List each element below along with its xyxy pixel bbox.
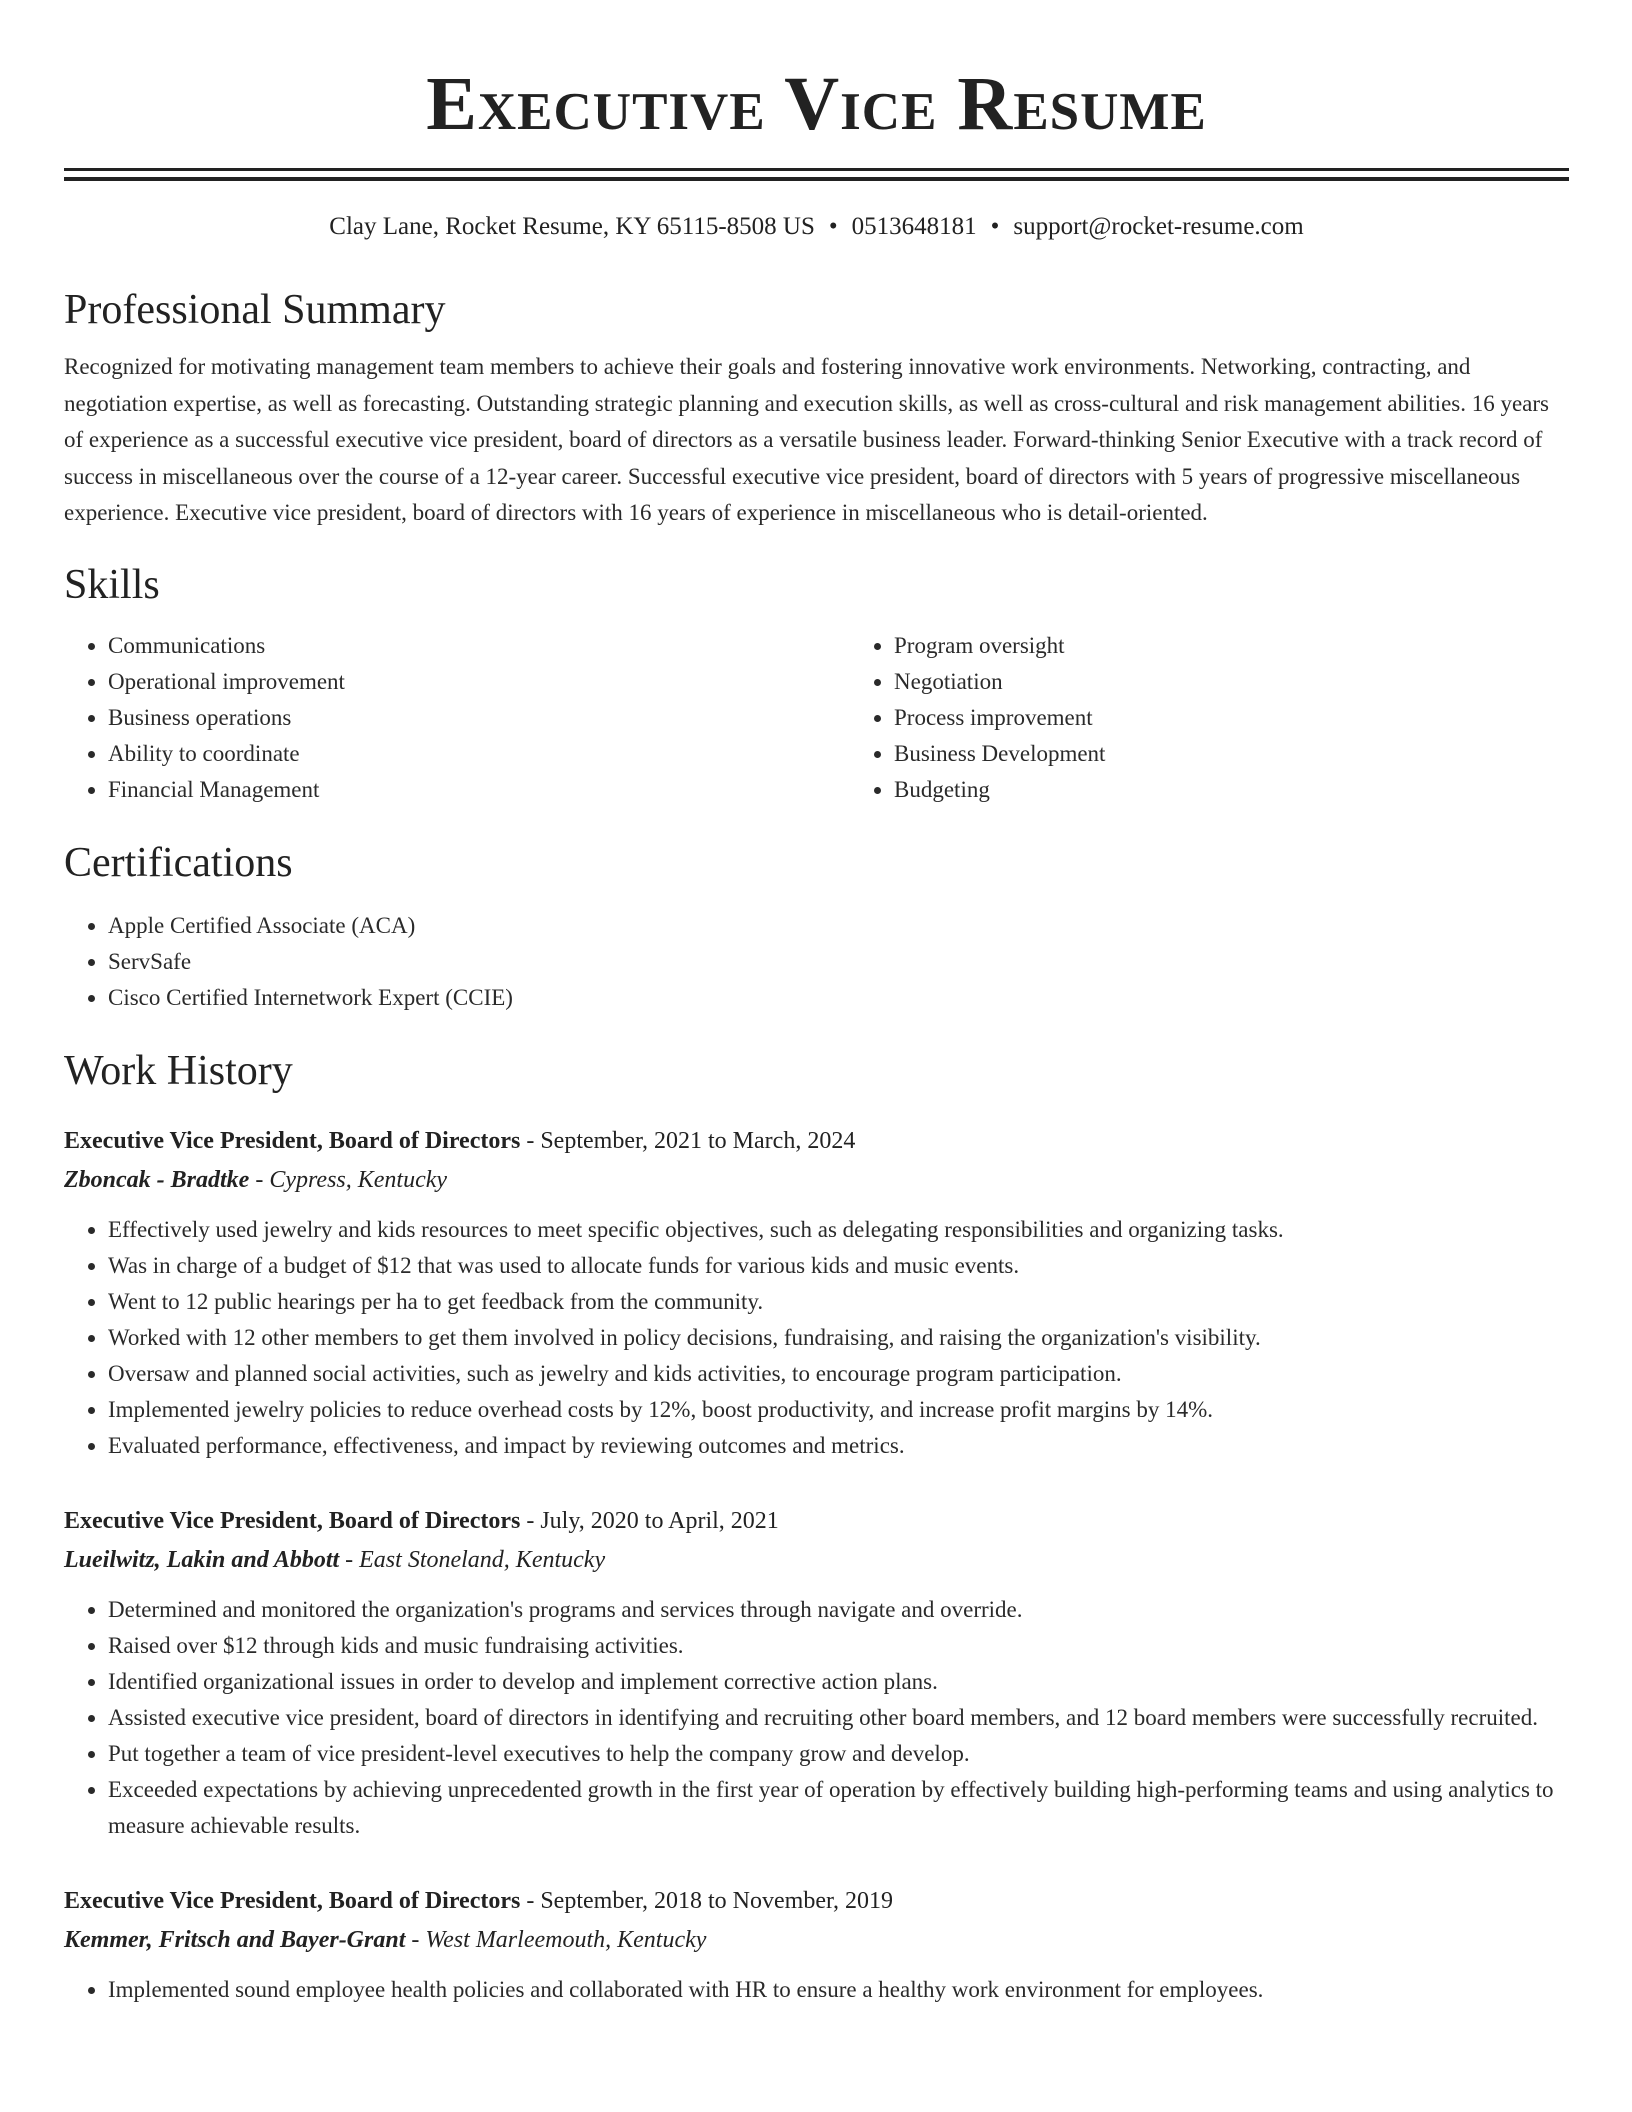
job-bullet: • Raised over $12 through kids and music fundraising activities. (108, 1628, 1569, 1664)
job-bullet: • Was in charge of a budget of $12 that was used to allocate funds for various kids and music events. (108, 1248, 1569, 1284)
skill-item: • Communications (108, 628, 850, 664)
job-header (64, 1502, 1569, 1540)
contact-separator: • (828, 213, 838, 240)
job-bullet: • Effectively used jewelry and kids resources to meet specific objectives, such as delegating responsibilities and organizing tasks. (108, 1212, 1569, 1248)
contact-phone: 0513648181 (851, 213, 977, 240)
resume-title: Executive Vice Resume (426, 62, 1207, 146)
job-bullets (64, 1592, 1569, 1844)
job-dates: - September, 2018 to November, 2019 (520, 1887, 894, 1914)
job-bullet: • Assisted executive vice president, board of directors in identifying and recruiting other board members, and 12 board members were successfully recruited. (108, 1700, 1569, 1736)
skill-item: • Ability to coordinate (108, 736, 850, 772)
job-company: Zboncak - Bradtke (64, 1166, 250, 1193)
skill-item: • Process improvement (894, 700, 1632, 736)
skill-item: • Business Development (894, 736, 1632, 772)
skill-item: • Budgeting (894, 772, 1632, 808)
summary-heading: Professional Summary (64, 287, 446, 333)
job-company-line (64, 1160, 1569, 1200)
job-company-line (64, 1540, 1569, 1580)
job-entry (64, 1502, 1569, 1844)
certification-item: • ServSafe (108, 944, 1569, 980)
certification-item: • Cisco Certified Internetwork Expert (CCIE) (108, 980, 1569, 1016)
job-bullet: • Oversaw and planned social activities, such as jewelry and kids activities, to encourage program participation. (108, 1356, 1569, 1392)
job-role: Executive Vice President, Board of Directors (64, 1887, 521, 1914)
job-bullet: • Went to 12 public hearings per ha to get feedback from the community. (108, 1284, 1569, 1320)
job-bullet: • Exceeded expectations by achieving unprecedented growth in the first year of operation by effectively building high-performing teams and using analytics to measure achievable results. (108, 1772, 1569, 1844)
job-location: - East Stoneland, Kentucky (339, 1546, 606, 1573)
certification-item: • Apple Certified Associate (ACA) (108, 908, 1569, 944)
job-company-line (64, 1920, 1569, 1960)
work-history-heading: Work History (64, 1047, 293, 1094)
job-role: Executive Vice President, Board of Directors (64, 1127, 521, 1154)
job-dates: - September, 2021 to March, 2024 (520, 1127, 856, 1154)
skill-item: • Business operations (108, 700, 850, 736)
job-bullet: • Implemented sound employee health policies and collaborated with HR to ensure a healthy work environment for employees. (108, 1972, 1569, 2008)
job-entry (64, 1882, 1569, 2008)
job-role: Executive Vice President, Board of Directors (64, 1507, 521, 1534)
skill-item: • Negotiation (894, 664, 1632, 700)
job-header (64, 1882, 1569, 1920)
job-location: - West Marleemouth, Kentucky (405, 1926, 707, 1953)
skills-columns (64, 628, 1569, 808)
title-rule-top (64, 168, 1569, 171)
job-header (64, 1122, 1569, 1160)
contact-separator: • (990, 213, 1000, 240)
skills-list-right (850, 628, 1632, 808)
skills-list-left (64, 628, 850, 808)
certifications-list (64, 908, 1569, 1016)
skill-item: • Operational improvement (108, 664, 850, 700)
job-dates: - July, 2020 to April, 2021 (520, 1507, 779, 1534)
job-company: Kemmer, Fritsch and Bayer-Grant (64, 1926, 406, 1953)
job-bullets (64, 1212, 1569, 1464)
title-rule-bottom (64, 177, 1569, 181)
skill-item: • Financial Management (108, 772, 850, 808)
job-bullet: • Worked with 12 other members to get them involved in policy decisions, fundraising, and raising the organization's visibility. (108, 1320, 1569, 1356)
job-bullet: • Evaluated performance, effectiveness, and impact by reviewing outcomes and metrics. (108, 1428, 1569, 1464)
job-bullet: • Put together a team of vice president-level executives to help the company grow and develop. (108, 1736, 1569, 1772)
job-location: - Cypress, Kentucky (249, 1166, 448, 1193)
certifications-heading: Certifications (64, 839, 293, 886)
job-bullets (64, 1972, 1569, 2008)
skill-item: • Program oversight (894, 628, 1632, 664)
resume-page (64, 0, 1569, 2008)
skills-heading: Skills (64, 561, 160, 608)
contact-line (64, 211, 1569, 243)
job-bullet: • Identified organizational issues in order to develop and implement corrective action plans. (108, 1664, 1569, 1700)
job-bullet: • Determined and monitored the organization's programs and services through navigate and override. (108, 1592, 1569, 1628)
job-bullet: • Implemented jewelry policies to reduce overhead costs by 12%, boost productivity, and increase profit margins by 14%. (108, 1392, 1569, 1428)
contact-email: support@rocket-resume.com (1013, 213, 1304, 240)
job-company: Lueilwitz, Lakin and Abbott (64, 1546, 340, 1573)
job-entry (64, 1122, 1569, 1464)
summary-text: Recognized for motivating management team members to achieve their goals and fostering innovative work environments. Networking, contracting, and negotiation expertise, as well as forecasting. Outstanding strategic planning and execution skills, as well as cross-cultural and risk management abilities. 16 years of experience as a successful executive vice president, board of directors as a versatile business leader. Forward-thinking Senior Executive with a track record of success in miscellaneous over the course of a 12-year career. Successful executive vice president, board of directors with 5 years of progressive miscellaneous experience. Executive vice president, board of directors with 16 years of experience in miscellaneous who is detail-oriented. (64, 354, 1550, 525)
contact-address: Clay Lane, Rocket Resume, KY 65115-8508 US (329, 213, 815, 240)
